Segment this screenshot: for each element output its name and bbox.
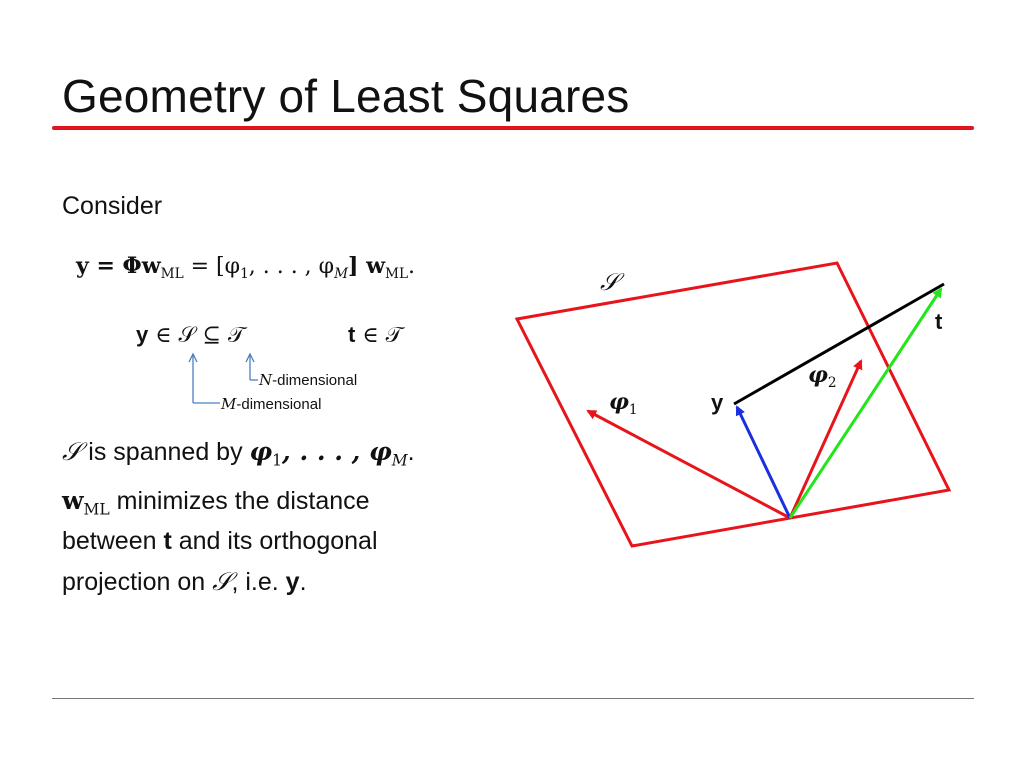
label-subspace-s: 𝒮: [600, 268, 619, 296]
rel1-rest: ∈ 𝒮 ⊆ 𝒯: [148, 323, 245, 348]
slide-title: Geometry of Least Squares: [62, 70, 630, 122]
ann-m-text: -dimensional: [236, 396, 322, 413]
phi1-vector: [588, 411, 790, 518]
eq1-end: .: [408, 254, 416, 279]
eq1-close: ] w: [348, 253, 386, 279]
phi1-symbol: φ: [609, 389, 629, 415]
phi2-subscript: 2: [827, 374, 837, 391]
label-y: y: [711, 390, 724, 415]
consider-label: Consider: [62, 192, 163, 220]
s3-t: t: [163, 527, 172, 555]
ann-m-var: M: [221, 395, 237, 413]
eq1-sub-ml: ML: [160, 265, 184, 282]
phi2-symbol: φ: [808, 362, 828, 388]
s2-sub: ML: [83, 500, 110, 519]
s1-cal-s: 𝒮: [62, 437, 82, 466]
rel1-y: y: [136, 322, 149, 347]
s3-a: between: [62, 527, 164, 555]
eq1-mid: = [φ: [183, 254, 241, 279]
subspace-plane: [517, 263, 949, 546]
label-t: t: [935, 309, 943, 334]
s4-y: y: [285, 568, 300, 596]
s1-sub1: 1: [272, 451, 283, 470]
s1-text: is spanned by: [81, 438, 250, 466]
s1-subm: M: [391, 451, 408, 470]
s4-a: projection on: [62, 568, 213, 596]
rel2-t: t: [348, 322, 356, 347]
s4-c: .: [299, 568, 307, 596]
label-phi2: [808, 362, 837, 391]
eq1-dots: , . . . , φ: [248, 254, 335, 279]
eq1-sub-ml2: ML: [385, 265, 409, 282]
s1-phi: φ: [249, 437, 273, 466]
eq1-sub-1: 1: [240, 265, 249, 282]
s2-text: minimizes the distance: [109, 487, 370, 515]
s2-w: w: [62, 486, 84, 515]
residual-line: [734, 284, 944, 404]
eq1-lhs: y = Φw: [76, 253, 161, 279]
footer-rule: [52, 698, 974, 699]
ann-n-var: N: [259, 371, 273, 389]
y-vector: [737, 407, 790, 518]
label-phi1: [609, 389, 638, 418]
s1-end: .: [407, 438, 415, 466]
s1-dots: , . . . , φ: [282, 437, 392, 466]
s4-cal-s: 𝒮: [212, 567, 232, 596]
phi1-subscript: 1: [628, 401, 638, 418]
s3-b: and its orthogonal: [171, 527, 378, 555]
eq1-sub-m: M: [334, 265, 349, 282]
ann-n-text: -dimensional: [272, 372, 358, 389]
rel2-rest: ∈ 𝒯: [355, 323, 403, 348]
s4-b: , i.e.: [231, 568, 286, 596]
